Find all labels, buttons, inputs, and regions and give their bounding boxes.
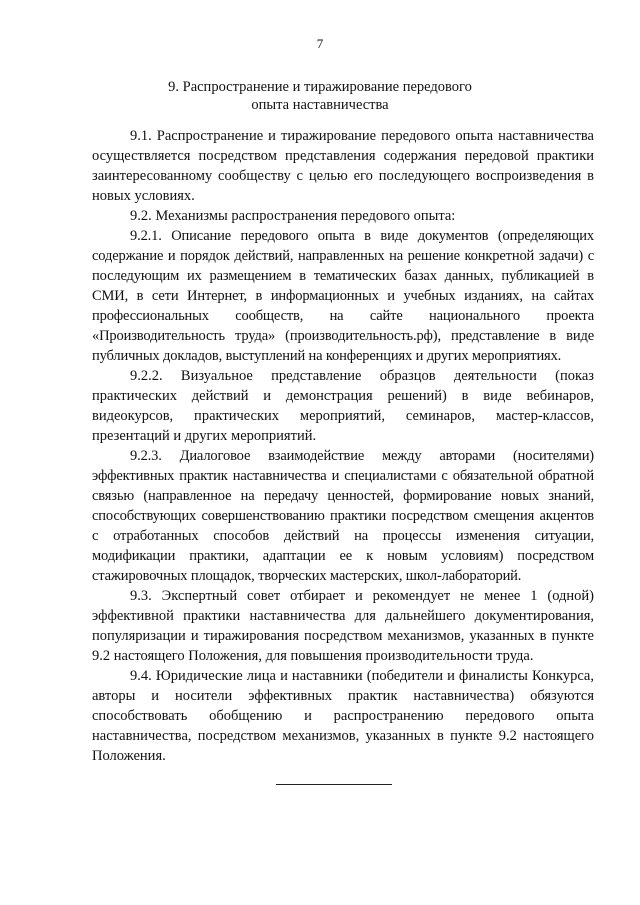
paragraph-9-1: 9.1. Распространение и тиражирование передового опыта наставничества осуществляется посредством представления содержания передовой практики заинтересованному сообществу с целью его последующего воспроизведения в новых условиях.	[92, 128, 594, 204]
section-heading-line-1: 9. Распространение и тиражирование передового	[168, 79, 472, 95]
document-body	[92, 126, 594, 766]
paragraph-9-3: 9.3. Экспертный совет отбирает и рекомендует не менее 1 (одной) эффективной практики наставничества для дальнейшего документирования, популяризации и тиражирования посредством механизмов, указанных в пункте 9.2 настоящего Положения, для повышения производительности труда.	[92, 588, 594, 664]
paragraph-9-4: 9.4. Юридические лица и наставники (победители и финалисты Конкурса, авторы и носители эффективных практик наставничества) обязуются способствовать обобщению и распространению передового опыта наставничества, посредством механизмов, указанных в пункте 9.2 настоящего Положения.	[92, 668, 594, 764]
page-number: 7	[316, 36, 324, 51]
section-heading	[0, 78, 640, 114]
paragraph-9-2-1: 9.2.1. Описание передового опыта в виде документов (определяющих содержание и порядок действий, направленных на решение конкретной задачи) с последующим их размещением в тематических базах данных, публикацией в СМИ, в сети Интернет, в информационных и учебных изданиях, на сайтах профессиональных сообществ, на сайте национального проекта «Производительность труда» (производительность.рф), представление в виде публичных докладов, выступлений на конференциях и других мероприятиях.	[92, 228, 594, 364]
paragraph-9-2: 9.2. Механизмы распространения передового опыта:	[130, 208, 456, 224]
paragraph-9-2-3: 9.2.3. Диалоговое взаимодействие между авторами (носителями) эффективных практик наставничества и специалистами с обязательной обратной связью (направленное на передачу ценностей, формирование новых знаний, способствующих совершенствованию практики посредством смещения акцентов с отработанных способов действий на процессы изменения ситуации, модификации практики, адаптации ее к новым условиям) посредством стажировочных площадок, творческих мастерских, школ-лабораторий.	[92, 448, 594, 584]
paragraph-9-2-2: 9.2.2. Визуальное представление образцов деятельности (показ практических действий и демонстрация решений) в виде вебинаров, видеокурсов, практических мероприятий, семинаров, мастер-классов, презентаций и других мероприятий.	[92, 368, 594, 444]
end-of-section-divider	[276, 784, 392, 785]
section-heading-line-2: опыта наставничества	[251, 97, 389, 113]
